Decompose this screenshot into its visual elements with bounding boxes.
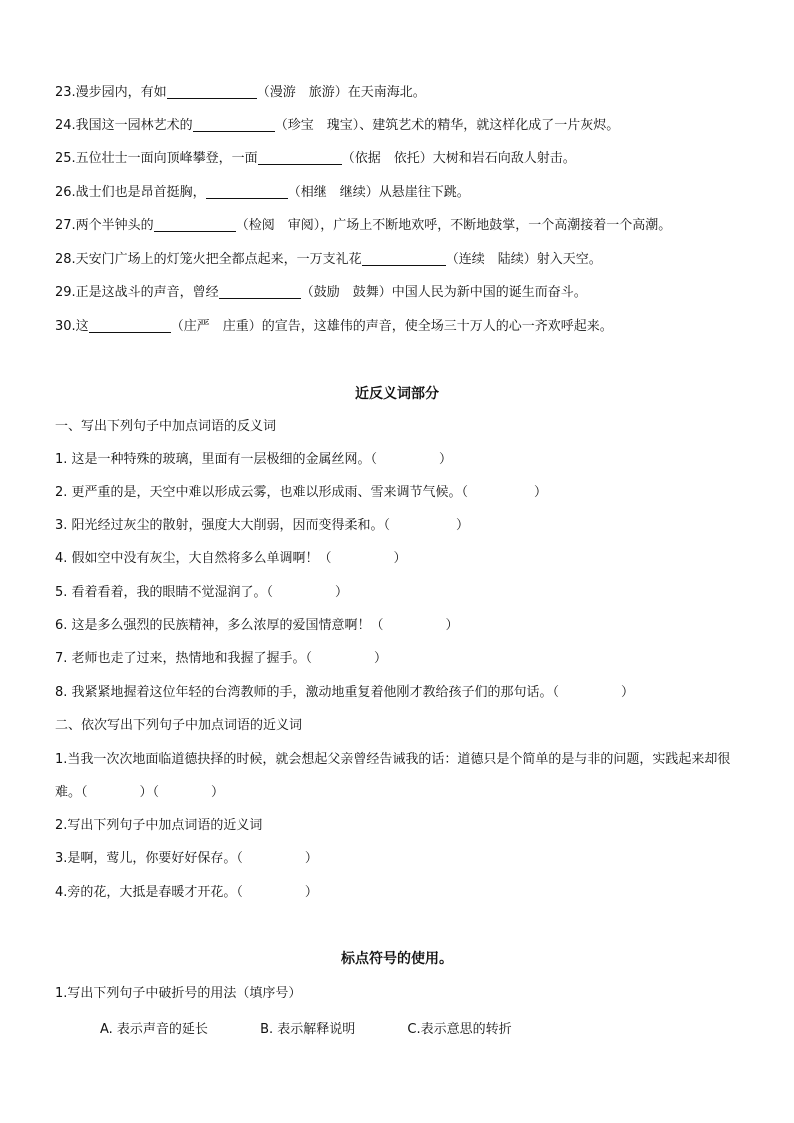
answer-blank[interactable] [362,251,446,266]
antonym-question-3: 3. 阳光经过灰尘的散射，强度大大削弱，因而变得柔和。（ ） [55,518,470,533]
answer-blank[interactable] [154,217,236,232]
punctuation-options [100,1018,560,1037]
answer-blank[interactable] [193,117,275,132]
antonym-question-5: 5. 看着看着，我的眼睛不觉湿润了。（ ） [55,585,349,600]
antonym-question-7: 7. 老师也走了过来，热情地和我握了握手。（ ） [55,651,388,666]
fill-item-24: 24.我国这一园林艺术的 （珍宝 瑰宝）、建筑艺术的精华，就这样化成了一片灰烬。 [55,118,620,133]
fill-item-23: 23.漫步园内，有如 （漫游 旅游）在天南海北。 [55,85,426,100]
section-heading-punctuation: 标点符号的使用。 [341,951,453,967]
antonym-question-2: 2. 更严重的是，天空中难以形成云雾，也难以形成雨、雪来调节气候。（ ） [55,485,548,500]
fill-item-30: 30.这 （庄严 庄重）的宣告，这雄伟的声音，使全场三十万人的心一齐欢呼起来。 [55,319,613,334]
answer-blank[interactable] [167,84,257,99]
antonym-question-4: 4. 假如空中没有灰尘，大自然将多么单调啊！（ ） [55,551,407,566]
fill-item-25: 25.五位壮士一面向顶峰攀登，一面 （依据 依托）大树和岩石向敌人射击。 [55,151,576,166]
synonym-question-4: 4.旁的花，大抵是春暖才开花。（ ） [55,885,318,900]
option-c: C.表示意思的转折 [407,1022,512,1037]
option-b: B. 表示解释说明 [260,1022,356,1037]
section-heading-synonyms-antonyms: 近反义词部分 [355,386,439,402]
fill-item-29: 29.正是这战斗的声音，曾经 （鼓励 鼓舞）中国人民为新中国的诞生而奋斗。 [55,285,587,300]
synonym-question-3: 3.是啊，莺儿，你要好好保存。（ ） [55,851,318,866]
option-a: A. 表示声音的延长 [100,1022,208,1037]
answer-blank[interactable] [258,150,342,165]
answer-blank[interactable] [219,284,301,299]
fill-item-28: 28.天安门广场上的灯笼火把全都点起来，一万支礼花 （连续 陆续）射入天空。 [55,252,602,267]
part-two-instruction: 二、依次写出下列句子中加点词语的近义词 [55,718,303,733]
fill-item-27: 27.两个半钟头的 （检阅 审阅），广场上不断地欢呼，不断地鼓掌，一个高潮接着一个高潮。 [55,218,672,233]
antonym-question-1: 1. 这是一种特殊的玻璃，里面有一层极细的金属丝网。（ ） [55,452,453,467]
synonym-question-2: 2.写出下列句子中加点词语的近义词 [55,818,263,833]
antonym-question-8: 8. 我紧紧地握着这位年轻的台湾教师的手，激动地重复着他刚才教给孩子们的那句话。（ ） [55,685,635,700]
fill-item-26: 26.战士们也是昂首挺胸， （相继 继续）从悬崖往下跳。 [55,185,470,200]
punctuation-question-1: 1.写出下列句子中破折号的用法（填序号） [55,986,302,1001]
antonym-question-6: 6. 这是多么强烈的民族精神，多么浓厚的爱国情意啊！（ ） [55,618,459,633]
part-one-instruction: 一、写出下列句子中加点词语的反义词 [55,419,277,434]
answer-blank[interactable] [89,318,171,333]
synonym-question-1: 1.当我一次次地面临道德抉择的时候，就会想起父亲曾经告诫我的话：道德只是个简单的是与非的问题，实践起来却很难。（ ）（ ） [55,752,731,800]
answer-blank[interactable] [206,184,288,199]
